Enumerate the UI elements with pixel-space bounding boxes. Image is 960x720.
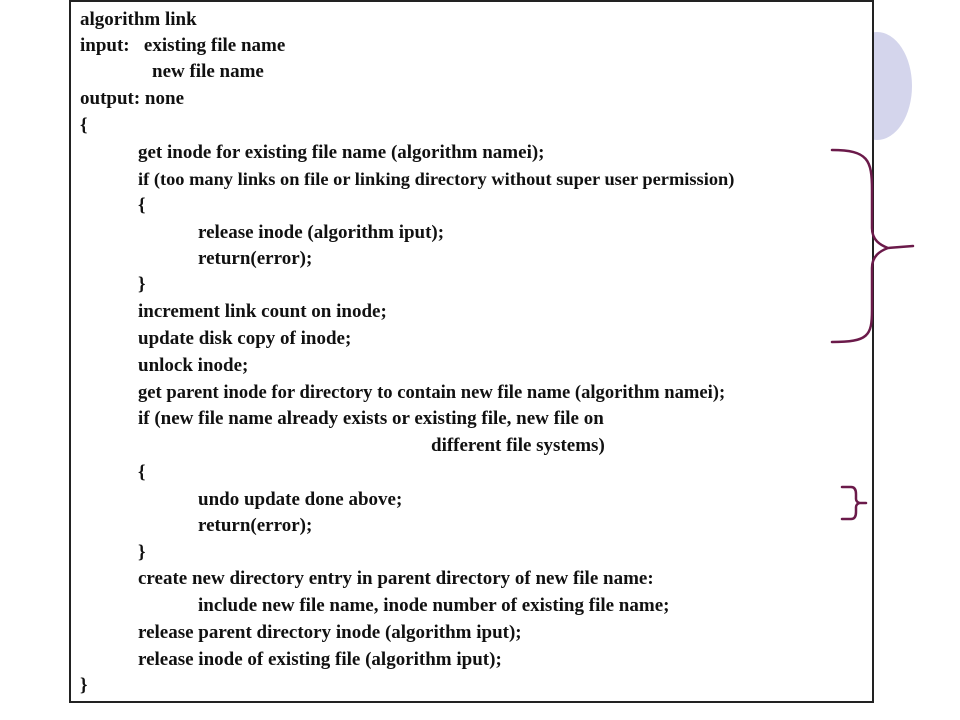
code-line: input: existing file name: [80, 35, 286, 56]
code-line: undo update done above;: [198, 489, 403, 510]
code-line: {: [80, 115, 88, 136]
code-line: algorithm link: [80, 9, 197, 30]
code-line: increment link count on inode;: [138, 301, 387, 322]
code-line: return(error);: [198, 248, 313, 269]
code-line: return(error);: [198, 515, 313, 536]
small-curly-brace-annotation: [842, 487, 866, 519]
code-line: include new file name, inode number of existing file name;: [198, 595, 670, 616]
code-line: output: none: [80, 88, 184, 109]
code-line: get parent inode for directory to contain new file name (algorithm namei);: [138, 382, 726, 403]
code-line: }: [138, 274, 146, 295]
code-line: unlock inode;: [138, 355, 249, 376]
code-line: release parent directory inode (algorithm iput);: [138, 622, 522, 643]
code-line: }: [80, 675, 88, 696]
large-curly-brace-annotation: [832, 150, 913, 342]
code-line: get inode for existing file name (algorithm namei);: [138, 142, 545, 163]
code-line: {: [138, 195, 146, 216]
code-line: if (new file name already exists or existing file, new file on: [138, 408, 604, 429]
code-line: release inode (algorithm iput);: [198, 222, 445, 243]
code-line: update disk copy of inode;: [138, 328, 352, 349]
code-line: {: [138, 462, 146, 483]
code-line: release inode of existing file (algorithm iput);: [138, 649, 502, 670]
code-line: }: [138, 542, 146, 563]
code-line: new file name: [152, 61, 264, 82]
code-line: different file systems): [431, 435, 605, 456]
code-line: create new directory entry in parent directory of new file name:: [138, 568, 654, 589]
code-line: if (too many links on file or linking directory without super user permission): [138, 169, 735, 189]
